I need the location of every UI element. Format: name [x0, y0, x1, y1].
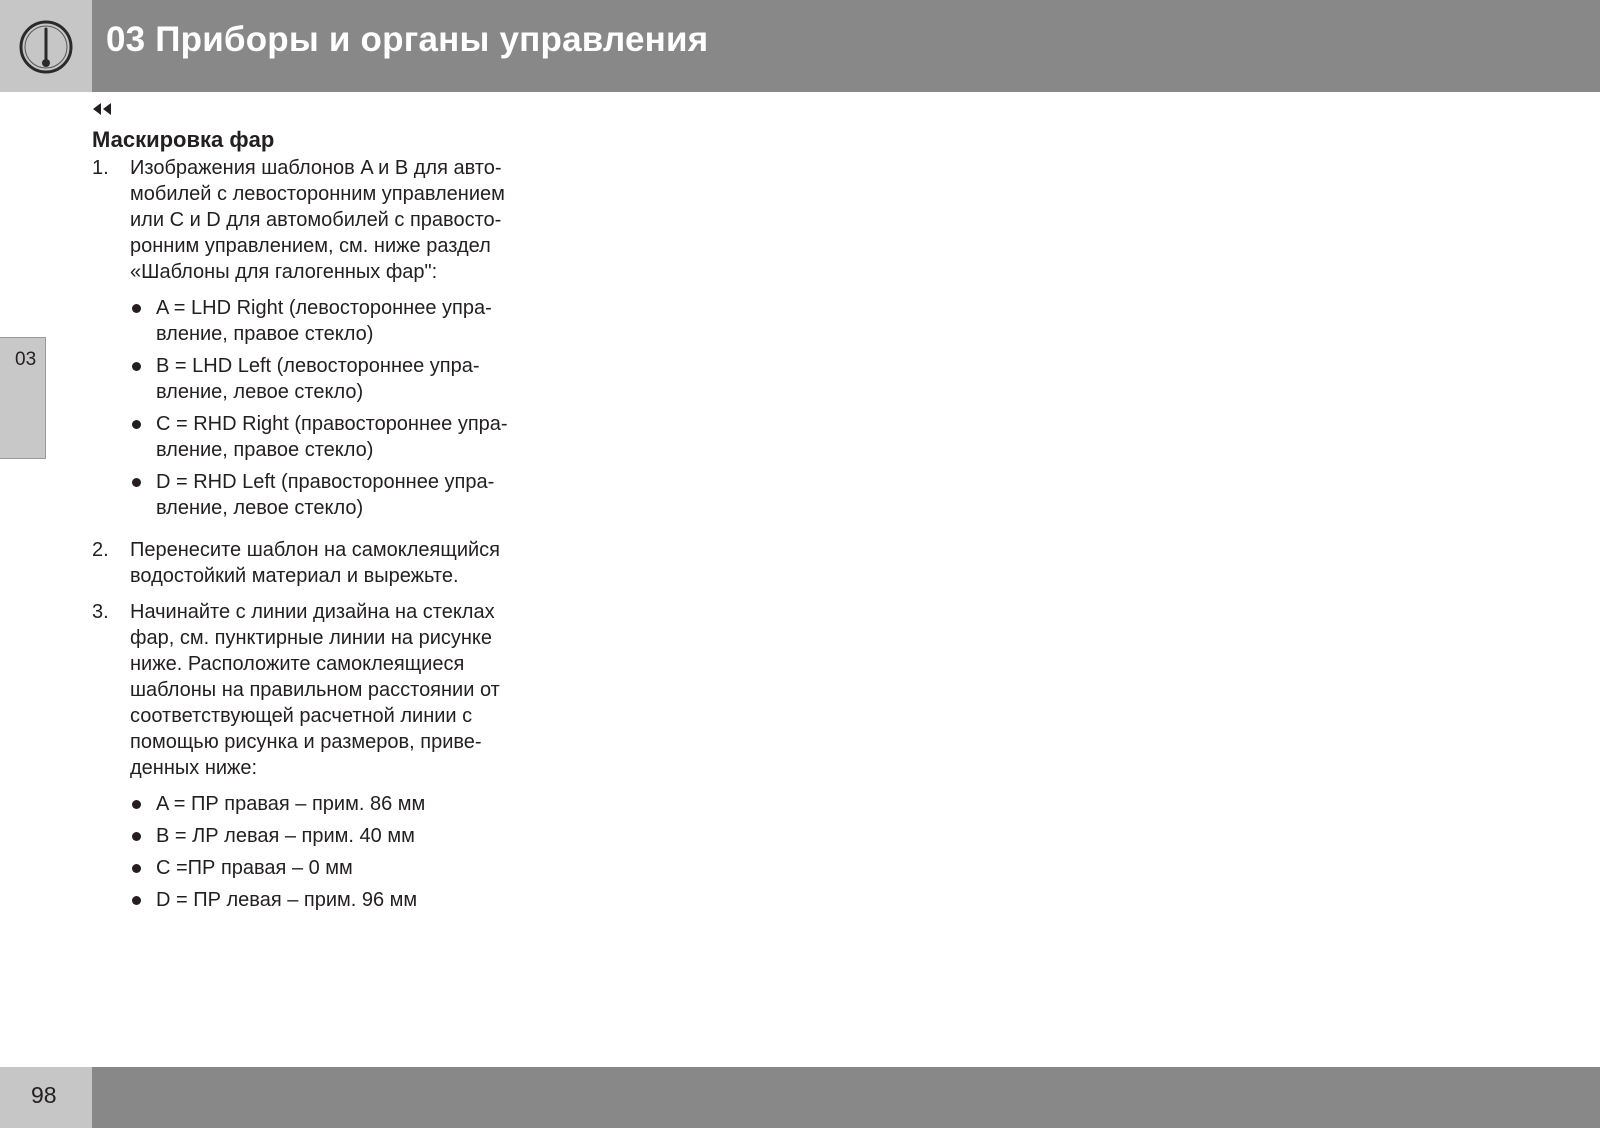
- step-3: [92, 599, 542, 919]
- bullet-item: D = ПР левая – прим. 96 мм: [130, 887, 542, 913]
- bullet-item: B = LHD Left (левостороннее упра-вление, левое стекло): [130, 353, 542, 405]
- step-1: [92, 155, 542, 527]
- bullet-item: B = ЛР левая – прим. 40 мм: [130, 823, 542, 849]
- bullet-item: A = ПР правая – прим. 86 мм: [130, 791, 542, 817]
- step-number: 3.: [92, 601, 109, 623]
- bullet-item: C = RHD Right (правостороннее упра-вление, правое стекло): [130, 411, 542, 463]
- chapter-side-tab-label: 03: [15, 349, 37, 370]
- step-2: [92, 537, 542, 589]
- step-text: Изображения шаблонов A и B для авто-мобилей с левосторонним управлением или C и D для автомобилей с правосто-ронним управлением, см. ниже раздел «Шаблоны для галогенных фар":: [130, 157, 505, 283]
- step-number: 2.: [92, 539, 109, 561]
- bullet-item: A = LHD Right (левостороннее упра-вление, правое стекло): [130, 295, 542, 347]
- gauge-icon: [18, 19, 74, 75]
- header-icon-box: [0, 0, 92, 92]
- chapter-title: 03 Приборы и органы управления: [106, 20, 709, 59]
- section-heading: Маскировка фар: [92, 127, 275, 152]
- bullet-item: D = RHD Left (правостороннее упра-вление, левое стекло): [130, 469, 542, 521]
- step-number: 1.: [92, 157, 109, 179]
- footer-bar: [92, 1067, 1600, 1128]
- content-column: [92, 126, 542, 929]
- page-number: 98: [31, 1082, 57, 1108]
- bullet-item: C =ПР правая – 0 мм: [130, 855, 542, 881]
- bullet-list: [130, 791, 542, 913]
- double-chevron-left-icon: [92, 101, 116, 117]
- step-text: Перенесите шаблон на самоклеящийся водостойкий материал и вырежьте.: [130, 539, 500, 587]
- bullet-list: [130, 295, 542, 521]
- step-text: Начинайте с линии дизайна на стеклах фар, см. пунктирные линии на рисунке ниже. Расположите самоклеящиеся шаблоны на правильном расстоянии от соответствующей расчетной линии с помощью рисунка и размеров, приве-денных ниже:: [130, 601, 500, 779]
